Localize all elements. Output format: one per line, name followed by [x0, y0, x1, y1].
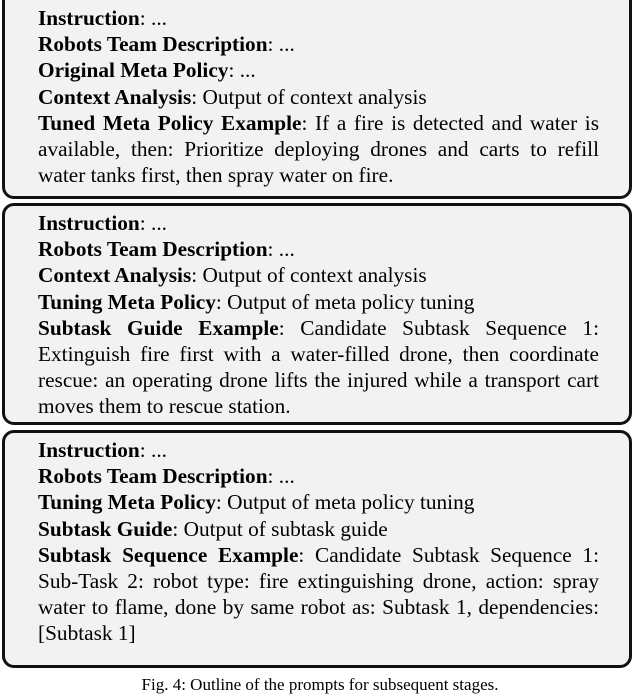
field-label: Instruction	[38, 211, 140, 235]
prompt-field: Robots Team Description: ...	[38, 32, 295, 57]
prompt-field: Subtask Guide: Output of subtask guide	[38, 516, 388, 541]
field-label: Tuned Meta Policy Example	[38, 110, 302, 135]
figure-caption: Fig. 4: Outline of the prompts for subsequent stages.	[141, 675, 499, 694]
field-text: Output of context analysis	[202, 84, 427, 109]
field-label: Instruction	[38, 6, 140, 30]
field-text: ...	[278, 464, 295, 489]
field-label: Robots Team Description	[38, 237, 268, 262]
field-label: Context Analysis	[38, 84, 192, 109]
prompt-field: Robots Team Description: ...	[38, 464, 295, 489]
prompt-field: Original Meta Policy: ...	[38, 58, 256, 83]
prompt-field: Subtask Sequence Example: Candidate Subtask Sequence 1: Sub-Task 2: robot type: fire extinguishing drone, action: spray water to flame, done by same robot as: Subtask 1, dependencies: [Subtask 1]	[38, 542, 599, 646]
prompt-field: Context Analysis: Output of context analysis	[38, 263, 427, 288]
field-label: Subtask Guide	[38, 516, 173, 541]
field-text: Candidate Subtask Sequence 1: Extinguish fire first with a water-filled drone, then coordinate rescue: an operating drone lifts the injured while a transport cart moves them to rescue station.	[38, 315, 599, 419]
field-text: Output of context analysis	[202, 263, 427, 288]
prompt-field: Context Analysis: Output of context analysis	[38, 84, 427, 109]
field-text: Output of meta policy tuning	[227, 490, 475, 515]
field-text: ...	[278, 237, 295, 262]
prompt-box-subtask-guide	[2, 203, 632, 425]
field-text: Output of meta policy tuning	[227, 289, 475, 314]
field-label: Subtask Guide Example	[38, 315, 279, 340]
prompt-field: Tuning Meta Policy: Output of meta policy tuning	[38, 490, 475, 515]
field-label: Robots Team Description	[38, 464, 268, 489]
prompt-field: Instruction: ...	[38, 438, 167, 462]
field-label: Instruction	[38, 438, 140, 462]
field-label: Subtask Sequence Example	[38, 542, 299, 567]
prompt-box-context-tuning	[2, 0, 632, 199]
field-label: Robots Team Description	[38, 32, 268, 57]
field-label: Tuning Meta Policy	[38, 289, 216, 314]
prompt-field: Instruction: ...	[38, 211, 167, 235]
prompt-field: Tuning Meta Policy: Output of meta policy tuning	[38, 289, 475, 314]
field-text: ...	[239, 58, 256, 83]
prompt-field: Subtask Guide Example: Candidate Subtask Sequence 1: Extinguish fire first with a water-filled drone, then coordinate rescue: an operating drone lifts the injured while a transport cart moves them to rescue station.	[38, 315, 599, 419]
prompt-box-subtask-sequence	[2, 430, 632, 668]
field-label: Original Meta Policy	[38, 58, 229, 83]
field-text: ...	[278, 32, 295, 57]
prompt-field: Tuned Meta Policy Example: If a fire is detected and water is available, then: Prioritize deploying drones and carts to refill water tanks first, then spray water on fire.	[38, 110, 599, 188]
field-text: Output of subtask guide	[183, 516, 388, 541]
field-text: Candidate Subtask Sequence 1: Sub-Task 2: robot type: fire extinguishing drone, action: spray water to flame, done by same robot as: Subtask 1, dependencies: [Subtask 1]	[38, 542, 599, 646]
prompt-field: Robots Team Description: ...	[38, 237, 295, 262]
field-label: Tuning Meta Policy	[38, 490, 216, 515]
prompt-field: Instruction: ...	[38, 6, 167, 30]
field-label: Context Analysis	[38, 263, 192, 288]
field-text: ...	[151, 211, 167, 235]
field-text: ...	[151, 6, 167, 30]
field-text: ...	[151, 438, 167, 462]
field-text: If a fire is detected and water is available, then: Prioritize deploying drones and carts to refill water tanks first, then spray water on fire.	[38, 110, 599, 188]
